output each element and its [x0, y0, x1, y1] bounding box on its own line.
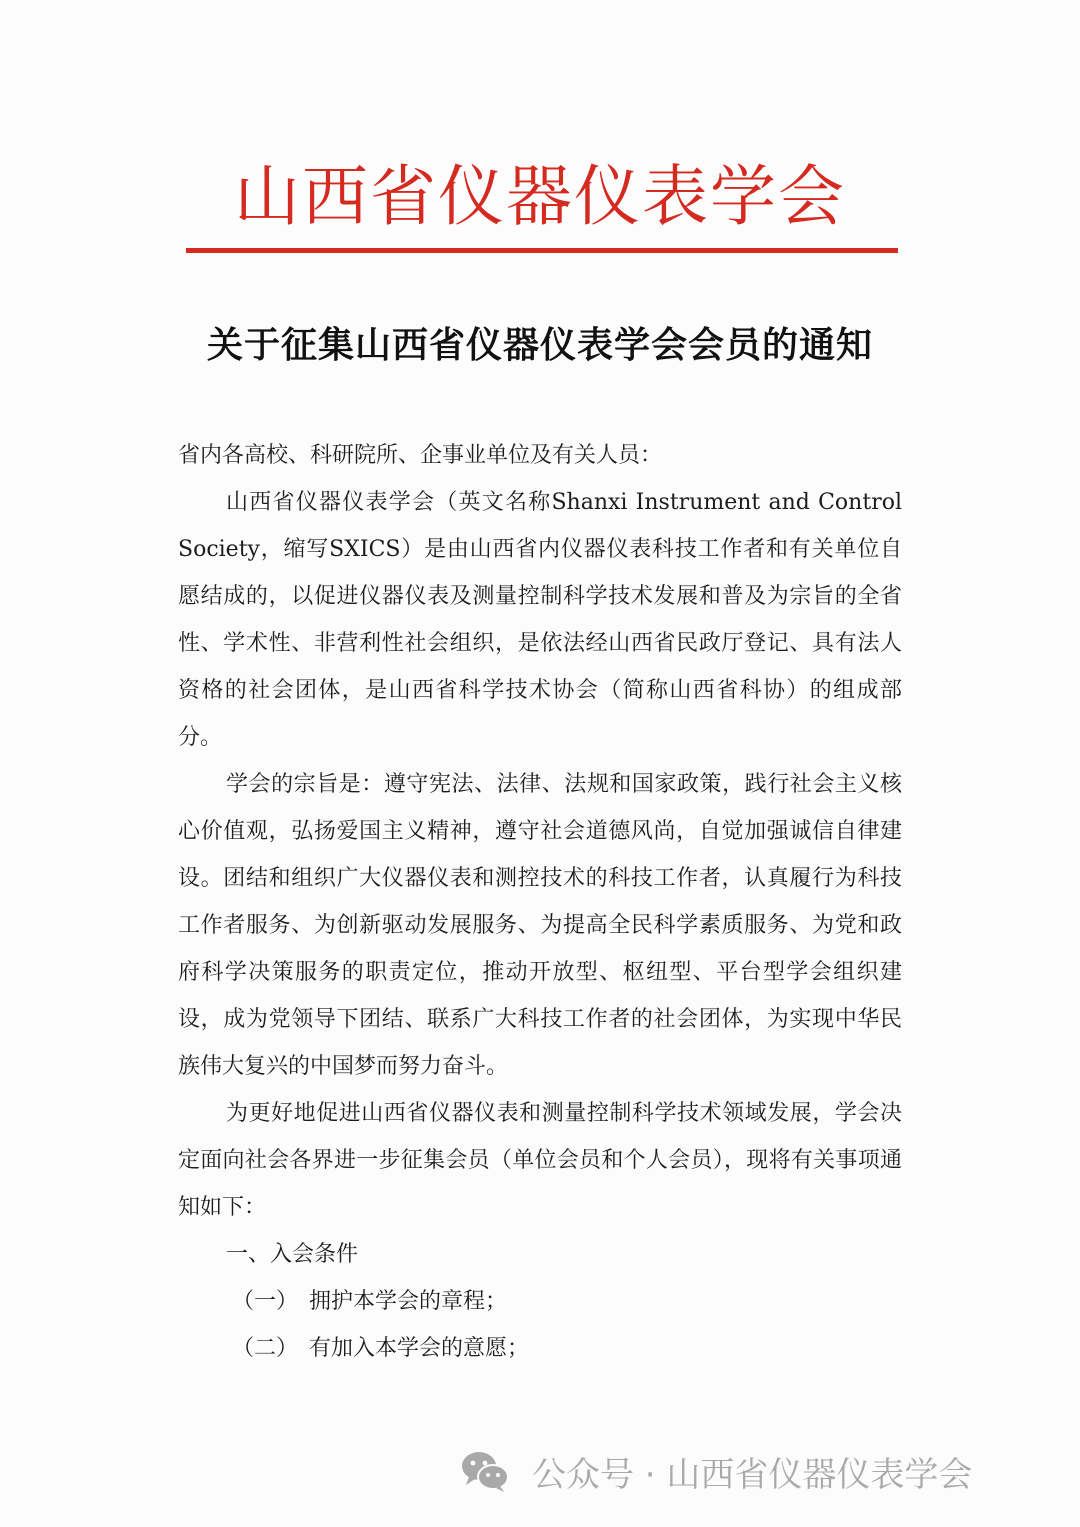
- watermark-text: 公众号 · 山西省仪器仪表学会: [532, 1454, 973, 1495]
- section-heading-membership-conditions: 一、入会条件: [226, 1242, 359, 1267]
- header-divider: [186, 248, 898, 253]
- document-title: 关于征集山西省仪器仪表学会会员的通知: [206, 325, 873, 366]
- paragraph-announcement: 为更好地促进山西省仪器仪表和测量控制科学技术领域发展，学会决定面向社会各界进一步征集会员（单位会员和个人会员），现将有关事项通知如下：: [178, 1101, 902, 1220]
- paragraph-purpose: 学会的宗旨是：遵守宪法、法律、法规和国家政策，践行社会主义核心价值观，弘扬爱国主义精神，遵守社会道德风尚，自觉加强诚信自律建设。团结和组织广大仪器仪表和测控技术的科技工作者，认真履行为科技工作者服务、为创新驱动发展服务、为提高全民科学素质服务、为党和政府科学决策服务的职责定位，推动开放型、枢纽型、平台型学会组织建设，成为党领导下团结、联系广大科技工作者的社会团体，为实现中华民族伟大复兴的中国梦而努力奋斗。: [178, 772, 902, 1079]
- condition-item-1: （一） 拥护本学会的章程；: [232, 1289, 508, 1314]
- document-body: [178, 432, 902, 1372]
- condition-item-2: （二） 有加入本学会的意愿；: [232, 1336, 530, 1361]
- wechat-icon: [460, 1449, 510, 1493]
- paragraph-introduction: 山西省仪器仪表学会（英文名称Shanxi Instrument and Control Society，缩写SXICS）是由山西省内仪器仪表科技工作者和有关单位自愿结成的，以促进仪器仪表及测量控制科学技术发展和普及为宗旨的全省性、学术性、非营利性社会组织，是依法经山西省民政厅登记、具有法人资格的社会团体，是山西省科学技术协会（简称山西省科协）的组成部分。: [178, 490, 902, 750]
- wechat-watermark: [460, 1443, 972, 1499]
- organization-header: 山西省仪器仪表学会: [234, 158, 846, 235]
- salutation: 省内各高校、科研院所、企事业单位及有关人员：: [178, 443, 663, 468]
